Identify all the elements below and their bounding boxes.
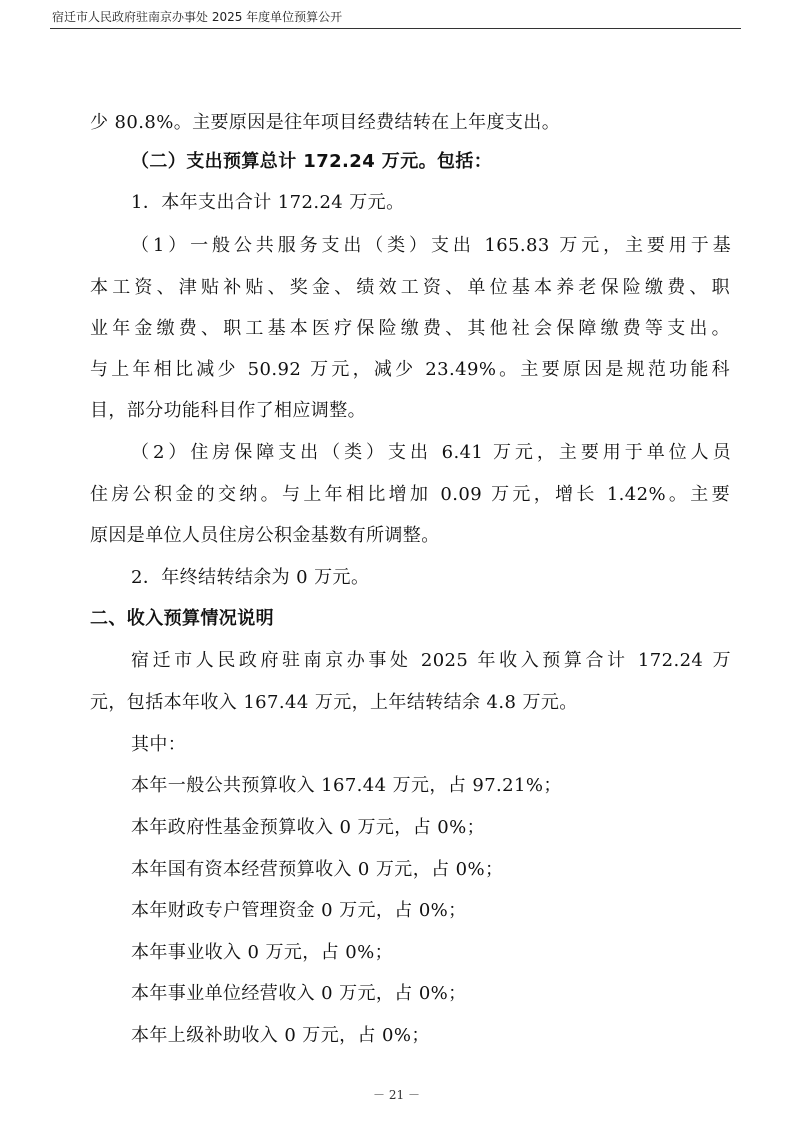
paragraph-line-income-total-1: 宿迁市人民政府驻南京办事处 2025 年收入预算合计 172.24 万 <box>131 650 731 671</box>
paragraph-line-public-service-4: 与上年相比减少 50.92 万元，减少 23.49%。主要原因是规范功能科 <box>90 359 730 380</box>
paragraph-line-continuation: 少 80.8%。主要原因是往年项目经费结转在上年度支出。 <box>90 112 561 133</box>
list-item-superior-subsidy: 本年上级补助收入 0 万元，占 0%； <box>131 1025 430 1046</box>
page-number: － 21 － <box>373 1088 420 1102</box>
section-heading-income-budget: 二、收入预算情况说明 <box>90 608 274 629</box>
list-item-special-account: 本年财政专户管理资金 0 万元，占 0%； <box>131 900 467 921</box>
paragraph-line-carryover: 2．年终结转结余为 0 万元。 <box>131 567 370 588</box>
list-item-business-operation: 本年事业单位经营收入 0 万元，占 0%； <box>131 983 467 1004</box>
paragraph-line-housing-2: 住房公积金的交纳。与上年相比增加 0.09 万元，增长 1.42%。主要 <box>90 484 730 505</box>
paragraph-line-public-service-5: 目，部分功能科目作了相应调整。 <box>90 400 366 421</box>
paragraph-line-public-service-3: 业年金缴费、职工基本医疗保险缴费、其他社会保障缴费等支出。 <box>90 318 730 339</box>
running-header: 宿迁市人民政府驻南京办事处 2025 年度单位预算公开 <box>52 10 343 24</box>
paragraph-line-housing-3: 原因是单位人员住房公积金基数有所调整。 <box>90 525 440 546</box>
list-item-state-capital: 本年国有资本经营预算收入 0 万元，占 0%； <box>131 859 504 880</box>
list-item-business-income: 本年事业收入 0 万元，占 0%； <box>131 942 393 963</box>
paragraph-line-among: 其中： <box>131 734 187 755</box>
paragraph-line-current-year-expenditure: 1．本年支出合计 172.24 万元。 <box>131 192 405 213</box>
section-heading-expenditure-total: （二）支出预算总计 172.24 万元。包括： <box>131 151 493 172</box>
list-item-general-public-budget: 本年一般公共预算收入 167.44 万元，占 97.21%； <box>131 775 562 796</box>
paragraph-line-income-total-2: 元，包括本年收入 167.44 万元，上年结转结余 4.8 万元。 <box>90 692 578 713</box>
paragraph-line-public-service-1: （1）一般公共服务支出（类）支出 165.83 万元，主要用于基 <box>131 235 731 256</box>
paragraph-line-housing-1: （2）住房保障支出（类）支出 6.41 万元，主要用于单位人员 <box>131 442 731 463</box>
paragraph-line-public-service-2: 本工资、津贴补贴、奖金、绩效工资、单位基本养老保险缴费、职 <box>90 277 730 298</box>
header-divider <box>50 28 741 29</box>
list-item-government-fund: 本年政府性基金预算收入 0 万元，占 0%； <box>131 817 485 838</box>
